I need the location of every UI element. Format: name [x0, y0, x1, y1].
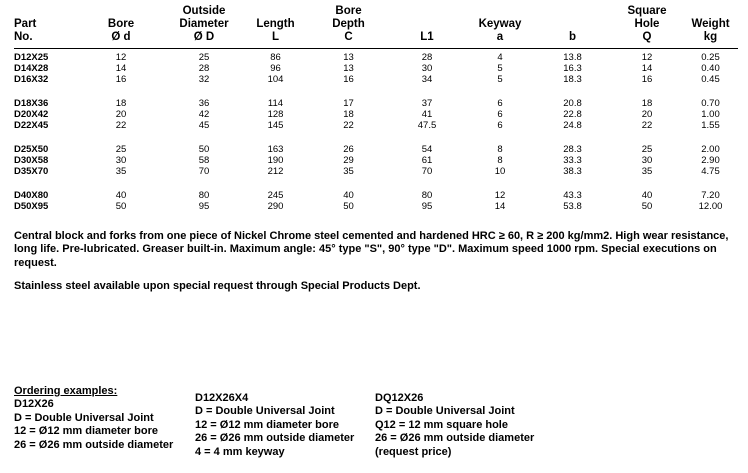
table-cell: 86	[270, 52, 281, 63]
table-row	[14, 74, 738, 85]
table-cell: 12.00	[698, 201, 723, 212]
table-cell: 33.3	[563, 155, 582, 166]
table-cell: 5	[497, 74, 503, 85]
example-line: Q12 = 12 mm square hole	[375, 418, 508, 431]
header-line: C	[344, 31, 353, 43]
header-line: kg	[703, 31, 718, 43]
table-cell: 13	[343, 52, 354, 63]
table-cell: 18	[641, 98, 653, 109]
table-cell: 20	[115, 109, 127, 120]
table-cell: 14	[641, 63, 653, 74]
table-cell: 22.8	[563, 109, 582, 120]
table-row	[14, 177, 738, 201]
table-cell: 53.8	[563, 201, 582, 212]
table-cell: 40	[641, 190, 653, 201]
header-line: Outside	[182, 5, 226, 17]
header-line: Depth	[332, 18, 365, 30]
table-header	[14, 5, 738, 49]
part-number-cell: D30X58	[14, 155, 49, 166]
table-cell: 28	[198, 63, 210, 74]
table-cell: 6	[497, 98, 503, 109]
part-number-cell: D35X70	[14, 166, 49, 177]
table-cell: 128	[267, 109, 284, 120]
table-cell: 34	[421, 74, 433, 85]
table-cell: 18	[115, 98, 127, 109]
part-number-cell: D14X28	[14, 63, 49, 74]
table-cell: 80	[198, 190, 210, 201]
table-cell: 145	[267, 120, 284, 131]
column-header	[242, 5, 309, 49]
part-number-cell: D16X32	[14, 74, 49, 85]
table-cell: 12	[641, 52, 653, 63]
header-line: b	[568, 31, 577, 43]
column-header	[309, 5, 388, 49]
example-code: D12X26X4	[195, 392, 249, 404]
table-cell: 18	[343, 109, 354, 120]
table-cell: 2.00	[701, 144, 720, 155]
table-cell: 24.8	[563, 120, 582, 131]
table-row	[14, 85, 738, 109]
table-cell: 70	[421, 166, 433, 177]
table-cell: 22	[115, 120, 127, 131]
table-cell: 96	[270, 63, 281, 74]
table-cell: 80	[421, 190, 433, 201]
table-row	[14, 109, 738, 120]
table-cell: 28	[421, 52, 433, 63]
header-line	[466, 5, 534, 18]
example-line: 26 = Ø26 mm outside diameter	[14, 438, 174, 451]
spec-table	[14, 5, 738, 212]
table-cell: 17	[343, 98, 354, 109]
part-number-cell: D12X25	[14, 52, 49, 63]
header-line	[14, 5, 76, 18]
table-cell: 40	[343, 190, 354, 201]
table-cell: 20.8	[563, 98, 582, 109]
table-cell: 43.3	[563, 190, 582, 201]
table-cell: 30	[421, 63, 433, 74]
table-cell: 163	[267, 144, 284, 155]
table-cell: 1.55	[701, 120, 720, 131]
table-row	[14, 166, 738, 177]
table-row	[14, 201, 738, 212]
table-row	[14, 63, 738, 74]
table-cell: 6	[497, 120, 503, 131]
header-line: L	[271, 31, 280, 43]
table-cell: 12	[494, 190, 506, 201]
header-line: Hole	[634, 18, 660, 30]
table-cell: 50	[115, 201, 127, 212]
table-cell: 45	[198, 120, 210, 131]
table-cell: 4.75	[701, 166, 720, 177]
table-cell: 30	[641, 155, 653, 166]
table-cell: 30	[115, 155, 127, 166]
table-cell: 35	[115, 166, 127, 177]
table-cell: 18.3	[563, 74, 582, 85]
table-cell: 14	[115, 63, 127, 74]
table-cell: 104	[267, 74, 284, 85]
header-line	[388, 18, 466, 31]
table-cell: 54	[421, 144, 433, 155]
table-cell: 16	[115, 74, 127, 85]
header-line: Ø d	[111, 31, 131, 43]
table-row	[14, 131, 738, 155]
header-line: Bore	[335, 5, 362, 17]
header-line	[242, 5, 309, 18]
table-cell: 0.25	[701, 52, 720, 63]
part-number-cell: D20X42	[14, 109, 49, 120]
table-cell: 70	[198, 166, 210, 177]
header-line	[76, 5, 166, 18]
header-line: Bore	[107, 18, 135, 30]
table-cell: 8	[497, 155, 503, 166]
part-number-cell: D18X36	[14, 98, 49, 109]
example-line: D = Double Universal Joint	[14, 411, 154, 424]
example-line: D = Double Universal Joint	[375, 405, 515, 418]
table-cell: 16.3	[563, 63, 582, 74]
example-line: 4 = 4 mm keyway	[195, 445, 285, 458]
table-cell: 32	[198, 74, 210, 85]
table-cell: 50	[641, 201, 653, 212]
column-header	[166, 5, 242, 49]
table-cell: 38.3	[563, 166, 582, 177]
table-cell: 22	[343, 120, 354, 131]
table-cell: 50	[198, 144, 210, 155]
table-cell: 245	[267, 190, 284, 201]
part-number-cell: D50X95	[14, 201, 49, 212]
table-cell: 1.00	[701, 109, 720, 120]
table-cell: 42	[198, 109, 210, 120]
header-line: Diameter	[179, 18, 229, 30]
table-row	[14, 120, 738, 131]
table-cell: 22	[641, 120, 653, 131]
table-cell: 13	[343, 63, 354, 74]
table-row	[14, 155, 738, 166]
example-code: DQ12X26	[375, 392, 424, 404]
header-line: Length	[256, 18, 295, 30]
header-line: Part	[14, 18, 37, 30]
table-cell: 4	[497, 52, 503, 63]
table-cell: 25	[115, 144, 127, 155]
example-line: 26 = Ø26 mm outside diameter	[375, 432, 535, 445]
table-cell: 50	[343, 201, 354, 212]
table-cell: 29	[343, 155, 354, 166]
column-header	[683, 5, 738, 49]
table-cell: 36	[198, 98, 210, 109]
table-cell: 290	[267, 201, 284, 212]
header-line: Weight	[691, 18, 730, 30]
header-line: Keyway	[478, 18, 522, 30]
part-number-cell: D22X45	[14, 120, 49, 131]
table-cell: 5	[497, 63, 503, 74]
table-cell: 0.70	[701, 98, 720, 109]
header-line: Square	[627, 5, 667, 17]
table-cell: 0.40	[701, 63, 720, 74]
table-cell: 37	[421, 98, 433, 109]
table-cell: 14	[494, 201, 506, 212]
table-cell: 6	[497, 109, 503, 120]
example-line: (request price)	[375, 445, 452, 458]
table-cell: 16	[641, 74, 653, 85]
table-row	[14, 49, 738, 64]
table-cell: 41	[421, 109, 433, 120]
ordering-title: Ordering examples:	[14, 385, 118, 397]
header-line: No.	[14, 31, 33, 43]
example-line: 26 = Ø26 mm outside diameter	[195, 432, 355, 445]
example-line: D = Double Universal Joint	[195, 405, 335, 418]
table-cell: 212	[267, 166, 284, 177]
column-header	[14, 5, 76, 49]
table-cell: 8	[497, 144, 503, 155]
column-header	[76, 5, 166, 49]
stainless-note: Stainless steel available upon special request through Special Products Dept.	[14, 280, 421, 292]
table-cell: 20	[641, 109, 653, 120]
table-body	[14, 49, 738, 213]
table-cell: 2.90	[701, 155, 720, 166]
ordering-example-2	[195, 392, 354, 459]
part-number-cell: D25X50	[14, 144, 49, 155]
example-line: 12 = Ø12 mm diameter bore	[14, 425, 158, 438]
example-line: 12 = Ø12 mm diameter bore	[195, 418, 339, 431]
table-cell: 40	[115, 190, 127, 201]
ordering-example-1	[14, 385, 173, 452]
table-cell: 114	[267, 98, 284, 109]
table-cell: 95	[198, 201, 210, 212]
description-text: Central block and forks from one piece of Nickel Chrome steel cemented and hardened HRC ≥ 60, R ≥ 200 kg/mm2. High wear resistance, long life. Pre-lubricated. Greaser built-in. Maximum angle: 45° type "S", 90° type "D". Maximum speed 1000 rpm. Special executions on request.	[14, 230, 729, 269]
table-cell: 35	[343, 166, 354, 177]
header-line	[683, 5, 738, 18]
header-line: Q	[642, 31, 652, 43]
table-cell: 95	[421, 201, 433, 212]
column-header	[388, 5, 466, 49]
ordering-example-3	[375, 392, 534, 459]
header-line	[534, 5, 611, 18]
part-number-cell: D40X80	[14, 190, 49, 201]
column-header	[466, 5, 534, 49]
table-cell: 7.20	[701, 190, 720, 201]
table-cell: 0.45	[701, 74, 720, 85]
table-cell: 10	[494, 166, 506, 177]
header-line: L1	[420, 31, 434, 43]
example-code: D12X26	[14, 398, 54, 411]
header-line: Ø D	[193, 31, 215, 43]
table-cell: 26	[343, 144, 354, 155]
table-cell: 13.8	[563, 52, 582, 63]
table-cell: 25	[641, 144, 653, 155]
header-line: a	[496, 31, 504, 43]
table-cell: 12	[115, 52, 127, 63]
table-cell: 28.3	[563, 144, 582, 155]
header-line	[388, 5, 466, 18]
header-line	[534, 18, 611, 31]
table-cell: 47.5	[417, 120, 437, 131]
table-cell: 16	[343, 74, 354, 85]
column-header	[534, 5, 611, 49]
table-cell: 25	[198, 52, 210, 63]
table-cell: 35	[641, 166, 653, 177]
table-cell: 190	[267, 155, 284, 166]
table-cell: 61	[421, 155, 433, 166]
column-header	[611, 5, 683, 49]
table-cell: 58	[198, 155, 210, 166]
